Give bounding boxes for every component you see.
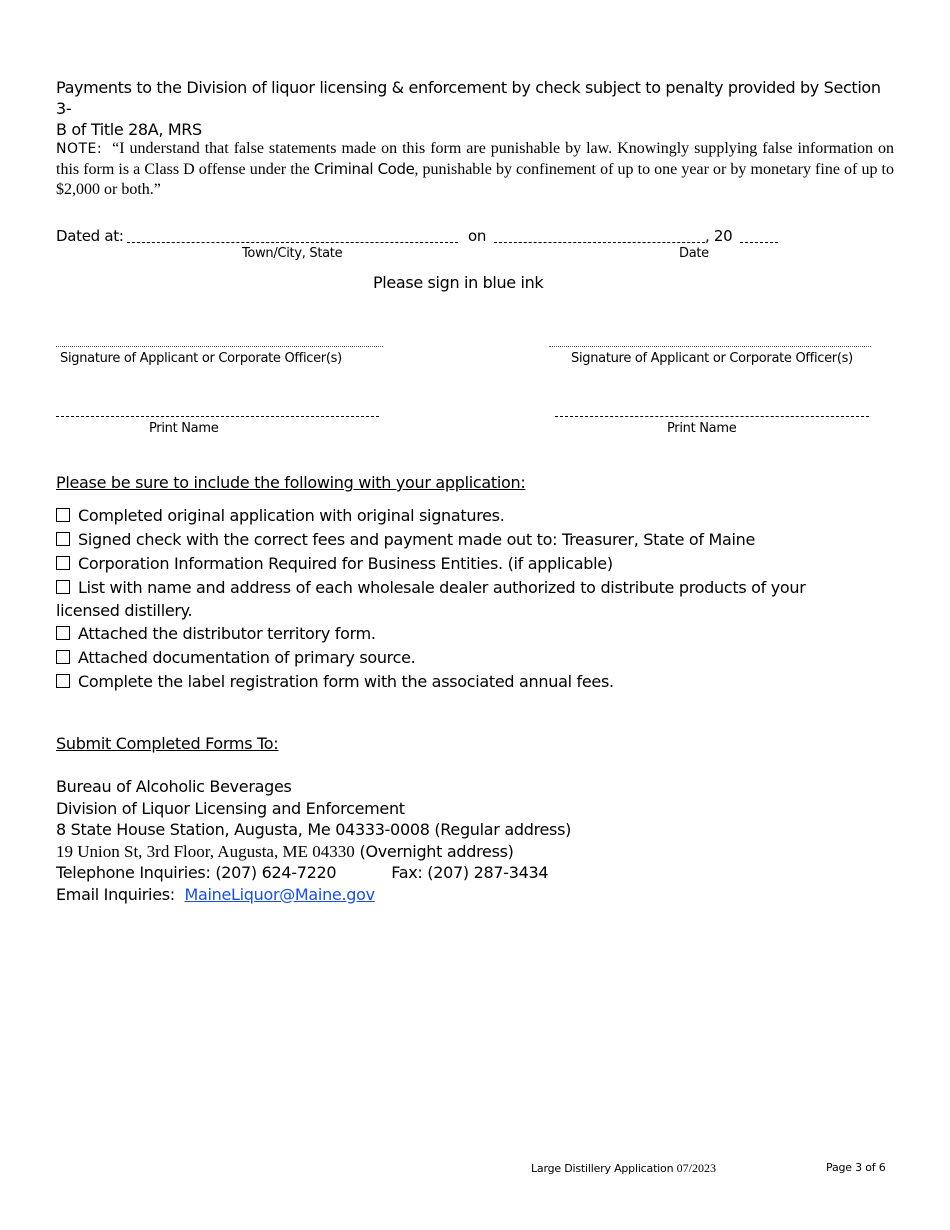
contact-phone-fax	[56, 862, 571, 884]
checklist-item-primary-source[interactable]	[56, 646, 866, 670]
note-paragraph	[56, 139, 894, 200]
checklist-item-label: Complete the label registration form with the associated annual fees.	[78, 672, 614, 691]
checklist-item-original-application[interactable]	[56, 504, 866, 528]
checklist	[56, 504, 866, 694]
submit-heading: Submit Completed Forms To:	[56, 734, 279, 753]
right-signature-caption: Signature of Applicant or Corporate Officer(s)	[571, 351, 853, 366]
checkbox[interactable]	[56, 626, 70, 640]
checklist-item-label-registration[interactable]	[56, 670, 866, 694]
note-text-1: “I understand that false statements made on this form are punishable by law. Knowingly supplying false information on this form is a Class D offense under the	[56, 140, 895, 178]
date-caption: Date	[679, 246, 709, 261]
checklist-item-corporation-info[interactable]	[56, 552, 866, 576]
email-label: Email Inquiries:	[56, 884, 175, 904]
left-print-name-input[interactable]	[56, 416, 379, 417]
note-text-2: , punishable by confinement of up to one year or by monetary fine of up to $2,000 or both.”	[56, 161, 894, 198]
overnight-address-label: (Overnight address)	[354, 841, 514, 861]
right-print-name-input[interactable]	[555, 416, 869, 417]
note-criminal-code: Criminal Code	[313, 160, 415, 178]
checkbox[interactable]	[56, 580, 70, 594]
checklist-item-wholesale-dealers[interactable]	[56, 576, 866, 622]
telephone-inquiries: Telephone Inquiries: (207) 624-7220	[56, 863, 337, 882]
date-input[interactable]	[494, 242, 705, 243]
sign-instruction: Please sign in blue ink	[373, 273, 544, 292]
regular-address: 8 State House Station, Augusta, Me 04333-0008 (Regular address)	[56, 820, 572, 839]
left-signature-caption: Signature of Applicant or Corporate Officer(s)	[60, 351, 342, 366]
year-input[interactable]	[740, 242, 778, 243]
footer-form-info	[531, 1161, 716, 1176]
mailing-address	[56, 776, 571, 905]
checklist-item-label: List with name and address of each wholesale dealer authorized to distribute products of your licensed distillery.	[56, 578, 806, 620]
checkbox[interactable]	[56, 650, 70, 664]
footer-form-name: Large Distillery Application	[531, 1162, 674, 1175]
fax-number: Fax: (207) 287-3434	[391, 863, 549, 882]
checklist-item-label: Completed original application with original signatures.	[78, 506, 505, 525]
left-print-name-caption: Print Name	[149, 421, 219, 436]
checkbox[interactable]	[56, 674, 70, 688]
email-link[interactable]: MaineLiquor@Maine.gov	[184, 884, 375, 904]
checklist-item-signed-check[interactable]	[56, 528, 866, 552]
checklist-item-label: Signed check with the correct fees and payment made out to: Treasurer, State of Maine	[78, 530, 756, 549]
town-city-caption: Town/City, State	[242, 246, 343, 261]
dated-at-label: Dated at:	[56, 227, 124, 245]
intro-line-1: Payments to the Division of liquor licensing & enforcement by check subject to penalty provided by Section 3-	[56, 78, 881, 118]
checklist-item-label: Attached documentation of primary source.	[78, 648, 416, 667]
overnight-address	[56, 841, 571, 863]
checkbox[interactable]	[56, 556, 70, 570]
overnight-street: 19 Union St, 3rd Floor, Augusta, ME 04330	[56, 841, 355, 861]
checklist-heading: Please be sure to include the following with your application:	[56, 473, 526, 492]
checklist-item-territory-form[interactable]	[56, 622, 866, 646]
checklist-item-label: Attached the distributor territory form.	[78, 624, 376, 643]
footer-page-number: Page 3 of 6	[826, 1161, 886, 1174]
bureau-name: Bureau of Alcoholic Beverages	[56, 777, 292, 796]
town-city-input[interactable]	[127, 242, 458, 243]
footer-form-date: 07/2023	[676, 1161, 716, 1175]
year-prefix-label: , 20	[705, 227, 733, 245]
left-signature-input[interactable]	[56, 346, 383, 347]
intro-paragraph	[56, 77, 894, 140]
on-label: on	[468, 227, 487, 245]
note-label: NOTE:	[56, 141, 103, 157]
division-name: Division of Liquor Licensing and Enforcement	[56, 798, 405, 818]
checkbox[interactable]	[56, 532, 70, 546]
email-row	[56, 884, 571, 906]
checkbox[interactable]	[56, 508, 70, 522]
right-print-name-caption: Print Name	[667, 421, 737, 436]
checklist-item-label: Corporation Information Required for Business Entities. (if applicable)	[78, 554, 613, 573]
intro-line-2: B of Title 28A, MRS	[56, 120, 202, 139]
right-signature-input[interactable]	[549, 346, 871, 347]
